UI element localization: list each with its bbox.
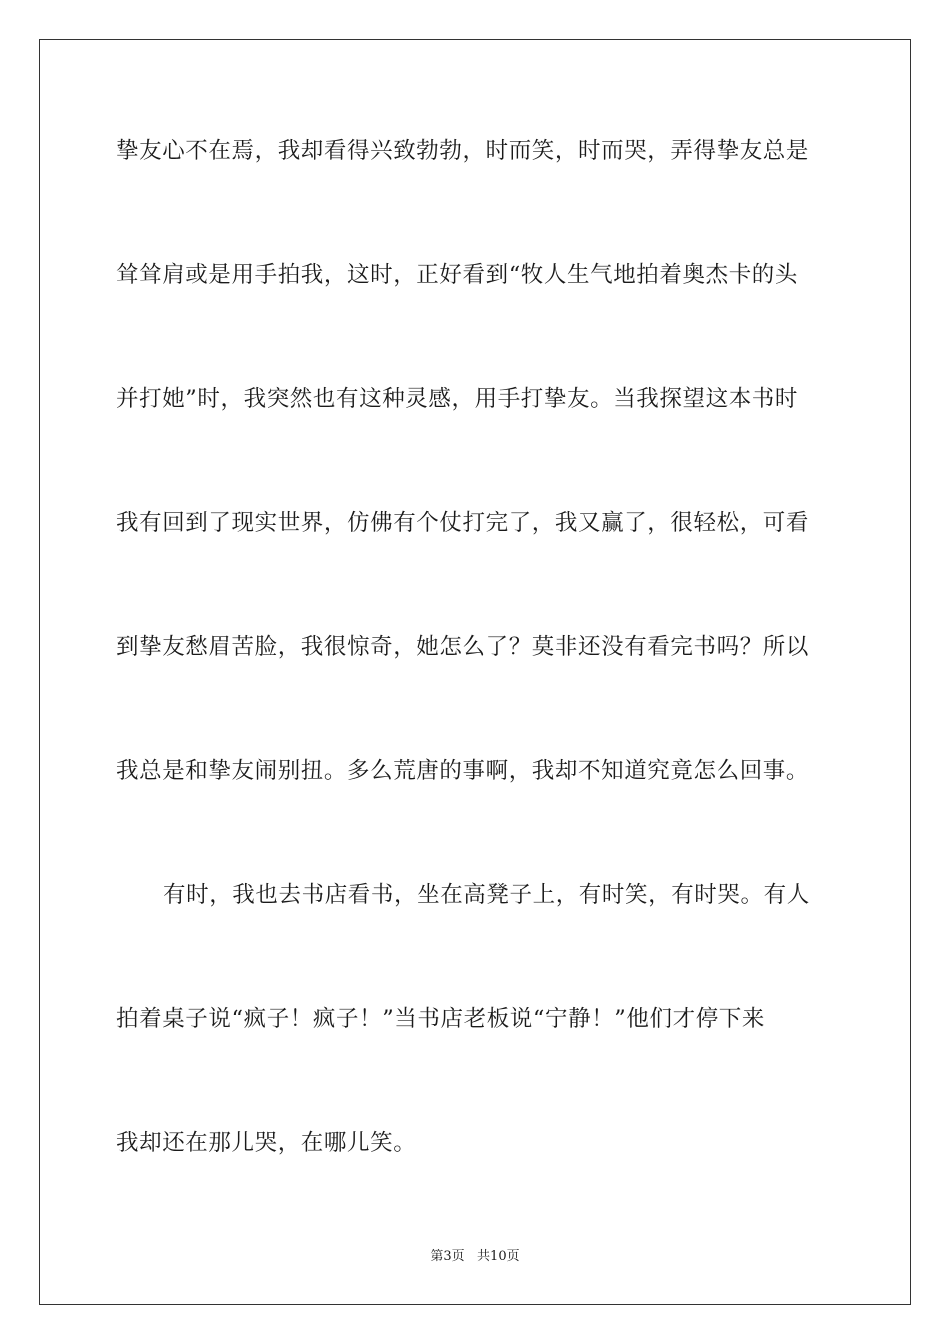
text-line: 挚友心不在焉，我却看得兴致勃勃，时而笑，时而哭，弄得挚友总是 [116, 138, 810, 164]
text-line: 到挚友愁眉苦脸，我很惊奇，她怎么了？莫非还没有看完书吗？所以 [116, 634, 810, 660]
text-line: 拍着桌子说“疯子！疯子！”当书店老板说“宁静！”他们才停下来 [116, 1006, 766, 1032]
text-line: 我有回到了现实世界，仿佛有个仗打完了，我又赢了，很轻松，可看 [116, 510, 810, 536]
text-line: 我却还在那儿哭，在哪儿笑。 [116, 1130, 417, 1156]
text-line: 并打她”时，我突然也有这种灵感，用手打挚友。当我探望这本书时 [116, 386, 799, 412]
page-number-footer: 第3页 共10页 [430, 1249, 520, 1264]
page-border [39, 39, 911, 1305]
text-line: 我总是和挚友闹别扭。多么荒唐的事啊，我却不知道究竟怎么回事。 [116, 758, 810, 784]
paragraph-first-line: 有时，我也去书店看书，坐在高凳子上，有时笑，有时哭。有人 [163, 882, 810, 908]
text-line: 耸耸肩或是用手拍我，这时，正好看到“牧人生气地拍着奥杰卡的头 [116, 262, 799, 288]
